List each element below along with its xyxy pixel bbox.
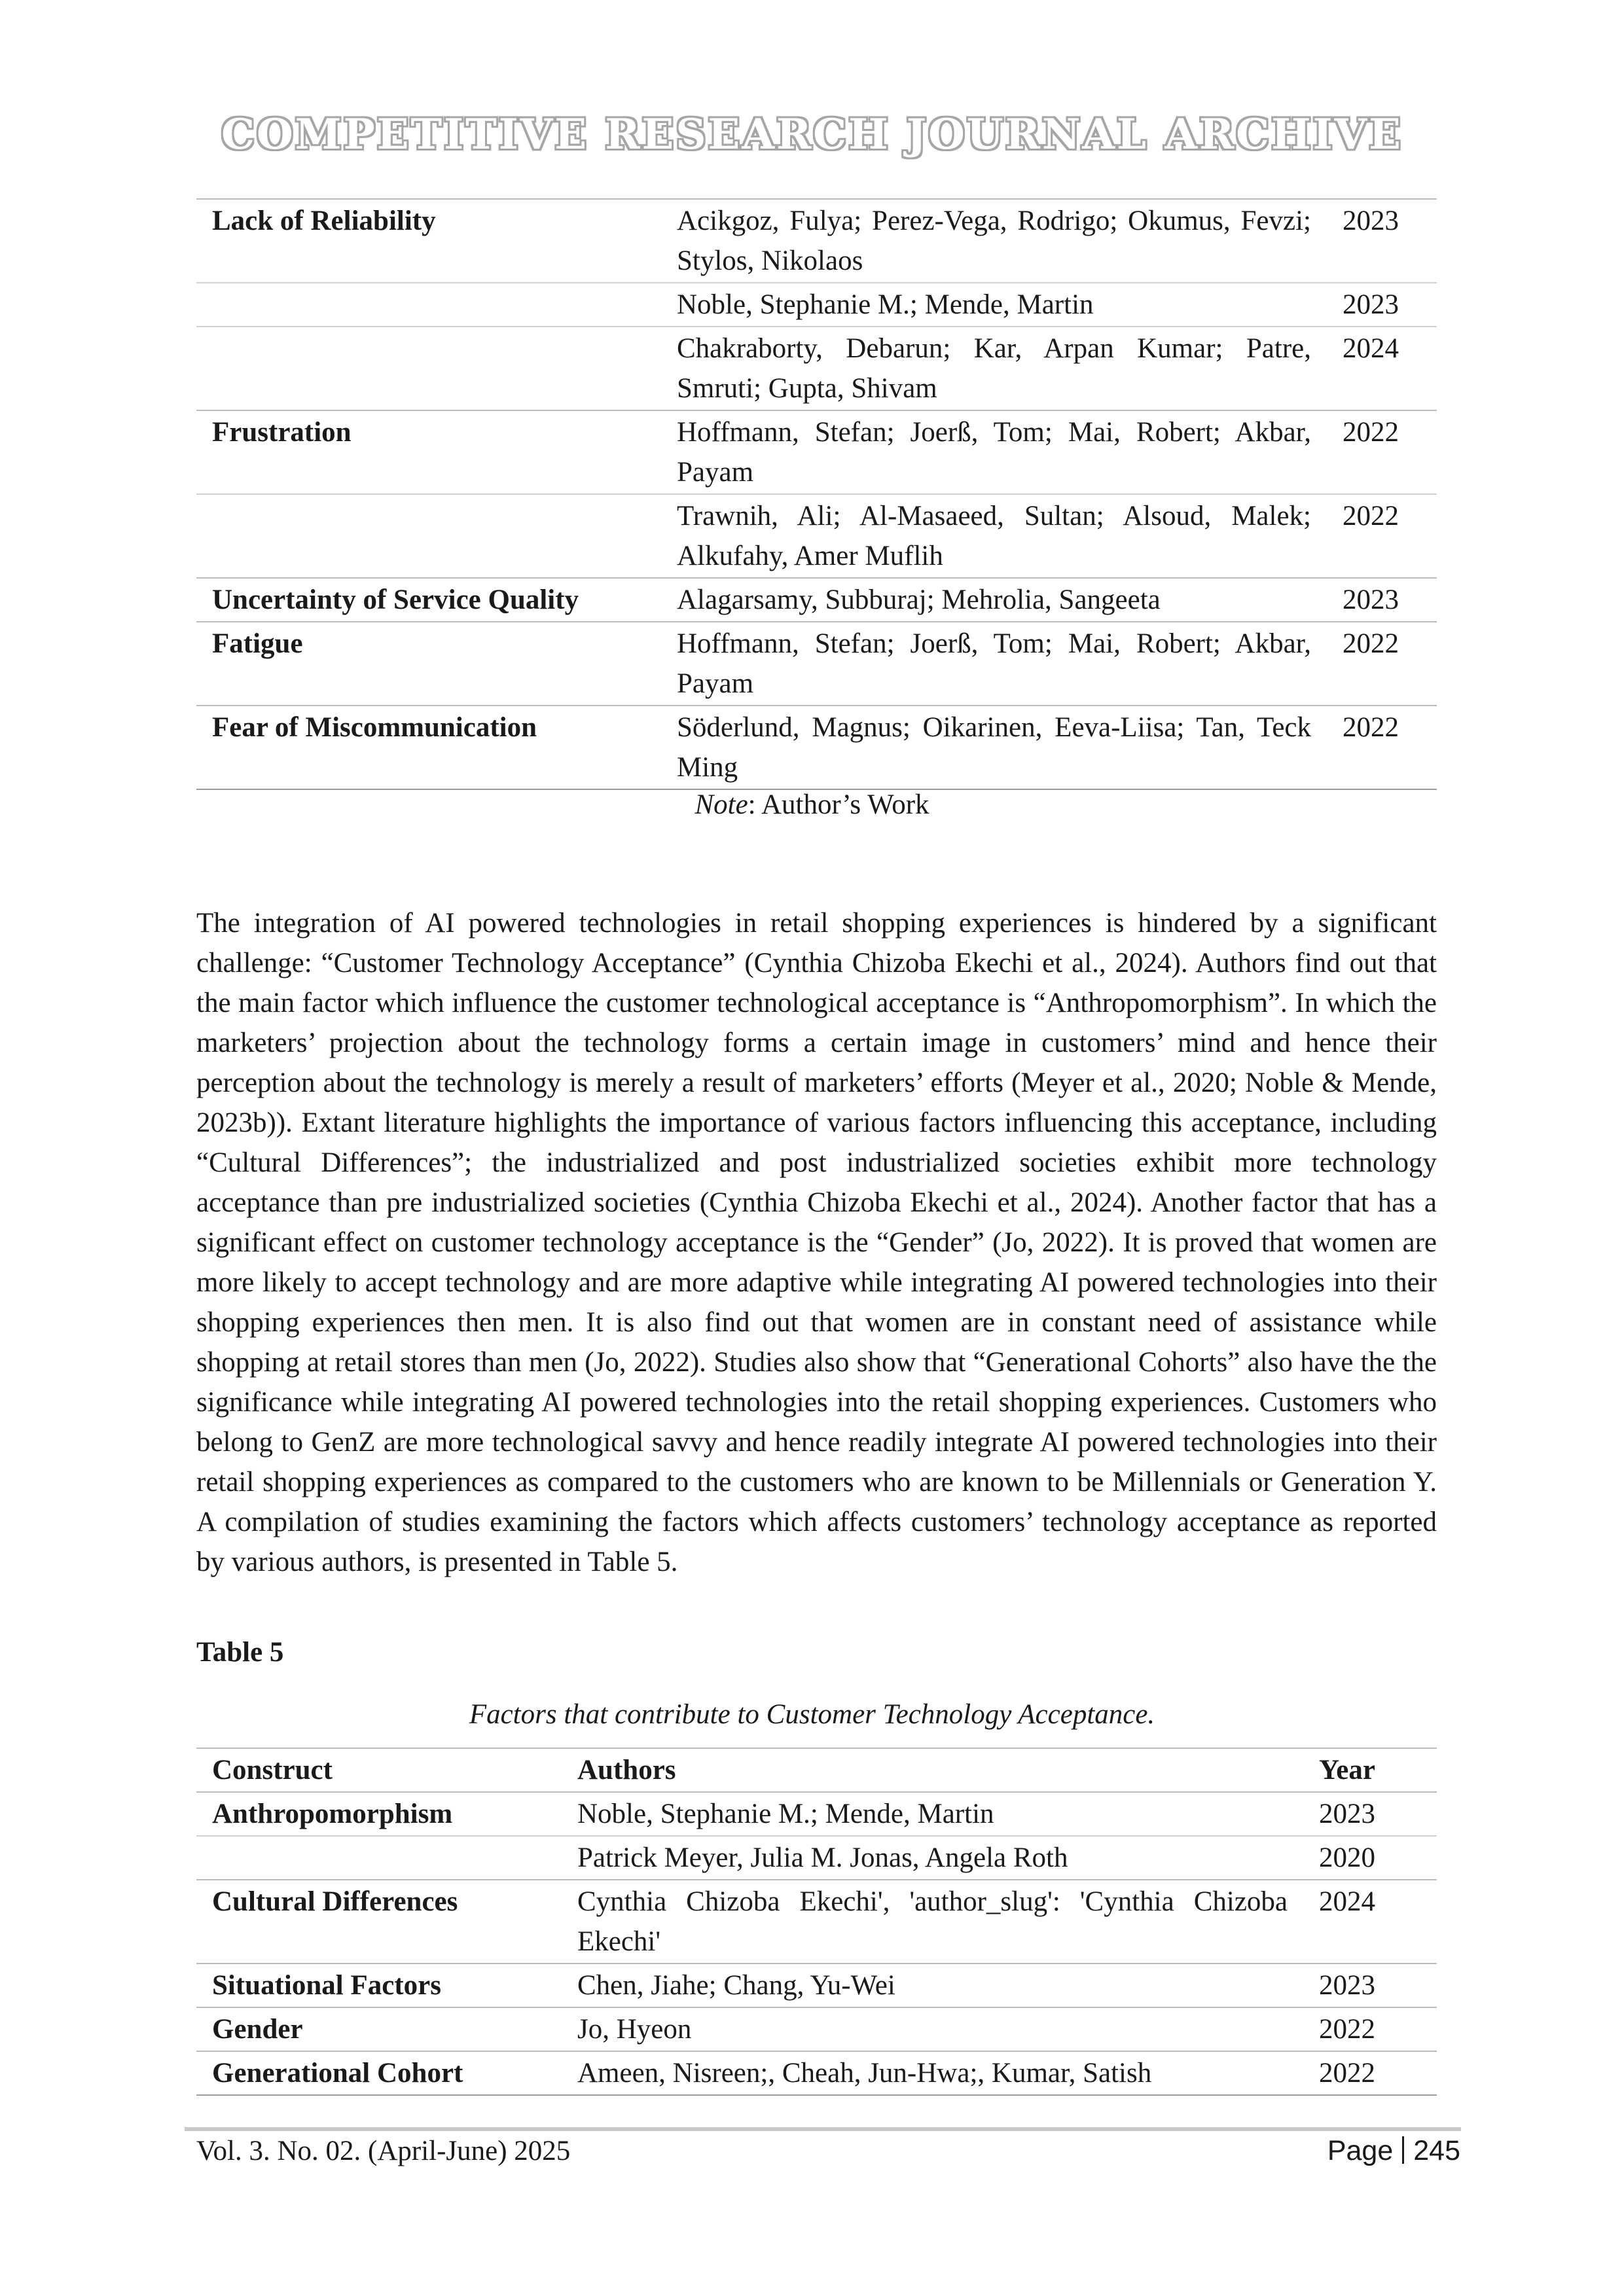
year-cell: 2023 bbox=[1343, 289, 1399, 320]
footer-volume: Vol. 3. No. 02. (April-June) 2025 bbox=[196, 2136, 571, 2166]
year-cell: 2020 bbox=[1319, 1842, 1375, 1873]
construct-cell: Cultural Differences bbox=[212, 1886, 458, 1917]
table-row bbox=[196, 327, 1437, 410]
authors-cell: Söderlund, Magnus; Oikarinen, Eeva-Liisa; Tan, Teck Ming bbox=[677, 712, 1311, 783]
table-row bbox=[196, 622, 1437, 706]
table-header-row bbox=[196, 1748, 1437, 1792]
construct-cell: Frustration bbox=[212, 417, 352, 448]
construct-cell bbox=[196, 327, 661, 410]
table-row bbox=[196, 283, 1437, 327]
column-header-year: Year bbox=[1319, 1755, 1375, 1785]
footer-page bbox=[1327, 2135, 1460, 2167]
year-cell: 2022 bbox=[1343, 501, 1399, 531]
construct-cell: Uncertainty of Service Quality bbox=[212, 584, 579, 615]
authors-cell: Jo, Hyeon bbox=[577, 2014, 692, 2045]
authors-cell: Acikgoz, Fulya; Perez-Vega, Rodrigo; Okumus, Fevzi; Stylos, Nikolaos bbox=[677, 206, 1311, 276]
construct-cell bbox=[196, 494, 661, 578]
page-number: 245 bbox=[1413, 2135, 1460, 2166]
construct-cell: Fear of Miscommunication bbox=[212, 712, 537, 743]
table-row bbox=[196, 410, 1437, 494]
table-row bbox=[196, 578, 1437, 622]
table-row bbox=[196, 1792, 1437, 1836]
column-header-authors: Authors bbox=[577, 1755, 676, 1785]
authors-cell: Chakraborty, Debarun; Kar, Arpan Kumar; Patre, Smruti; Gupta, Shivam bbox=[677, 333, 1311, 404]
table-label: Table 5 bbox=[196, 1637, 284, 1668]
page-label: Page bbox=[1327, 2135, 1394, 2166]
table-4-continued bbox=[196, 198, 1437, 790]
authors-cell: Alagarsamy, Subburaj; Mehrolia, Sangeeta bbox=[677, 584, 1161, 615]
authors-cell: Hoffmann, Stefan; Joerß, Tom; Mai, Robert; Akbar, Payam bbox=[677, 628, 1311, 699]
authors-cell: Noble, Stephanie M.; Mende, Martin bbox=[677, 289, 1094, 320]
table-row bbox=[196, 1880, 1437, 1964]
table-row bbox=[196, 494, 1437, 578]
year-cell: 2022 bbox=[1343, 628, 1399, 659]
authors-cell: Trawnih, Ali; Al-Masaeed, Sultan; Alsoud, Malek; Alkufahy, Amer Muflih bbox=[677, 501, 1311, 571]
authors-cell: Ameen, Nisreen;, Cheah, Jun-Hwa;, Kumar, Satish bbox=[577, 2058, 1152, 2089]
authors-cell: Noble, Stephanie M.; Mende, Martin bbox=[577, 1799, 994, 1829]
table-row bbox=[196, 199, 1437, 283]
page-separator bbox=[1402, 2136, 1404, 2164]
construct-cell: Anthropomorphism bbox=[212, 1799, 453, 1829]
construct-cell: Generational Cohort bbox=[212, 2058, 463, 2089]
column-header-construct: Construct bbox=[212, 1755, 333, 1785]
year-cell: 2024 bbox=[1343, 333, 1399, 364]
year-cell: 2023 bbox=[1343, 206, 1399, 236]
year-cell: 2023 bbox=[1319, 1799, 1375, 1829]
year-cell: 2023 bbox=[1343, 584, 1399, 615]
year-cell: 2022 bbox=[1343, 417, 1399, 448]
construct-cell: Situational Factors bbox=[212, 1970, 441, 2001]
construct-cell bbox=[196, 283, 661, 327]
construct-cell bbox=[196, 1836, 562, 1880]
year-cell: 2023 bbox=[1319, 1970, 1375, 2001]
journal-header: COMPETITIVE RESEARCH JOURNAL ARCHIVE bbox=[221, 110, 1403, 159]
table-note bbox=[0, 789, 1624, 821]
construct-cell: Lack of Reliability bbox=[212, 206, 436, 236]
table-row bbox=[196, 2007, 1437, 2051]
body-paragraph: The integration of AI powered technologies in retail shopping experiences is hindered by a significant challenge: “Customer Technology Acceptance” (Cynthia Chizoba Ekechi et al., 2024). Authors find out that the main factor which influence the customer technological acceptance is “Anthropomorphism”. In which the marketers’ projection about the technology forms a certain image in customers’ mind and hence their perception about the technology is merely a result of marketers’ efforts (Meyer et al., 2020; Noble & Mende, 2023b)). Extant literature highlights the importance of various factors influencing this acceptance, including “Cultural Differences”; the industrialized and post industrialized societies exhibit more technology acceptance than pre industrialized societies (Cynthia Chizoba Ekechi et al., 2024). Another factor that has a significant effect on customer technology acceptance is the “Gender” (Jo, 2022). It is proved that women are more likely to accept technology and are more adaptive while integrating AI powered technologies into their shopping experiences then men. It is also find out that women are in constant need of assistance while shopping at retail stores than men (Jo, 2022). Studies also show that “Generational Cohorts” also have the the significance while integrating AI powered technologies into the retail shopping experiences. Customers who belong to GenZ are more technological savvy and hence readily integrate AI powered technologies into their retail shopping experiences as compared to the customers who are known to be Millennials or Generation Y. A compilation of studies examining the factors which affects customers’ technology acceptance as reported by various authors, is presented in Table 5. bbox=[196, 908, 1437, 1577]
construct-cell: Fatigue bbox=[212, 628, 303, 659]
note-text: : Author’s Work bbox=[748, 789, 929, 820]
year-cell: 2022 bbox=[1319, 2014, 1375, 2045]
year-cell: 2022 bbox=[1319, 2058, 1375, 2089]
authors-cell: Chen, Jiahe; Chang, Yu-Wei bbox=[577, 1970, 895, 2001]
footer-divider bbox=[185, 2127, 1461, 2131]
authors-cell: Cynthia Chizoba Ekechi', 'author_slug': 'Cynthia Chizoba Ekechi' bbox=[577, 1886, 1288, 1957]
table-row bbox=[196, 2051, 1437, 2095]
table-row bbox=[196, 706, 1437, 789]
year-cell: 2022 bbox=[1343, 712, 1399, 743]
table-caption: Factors that contribute to Customer Technology Acceptance. bbox=[469, 1699, 1155, 1730]
construct-cell: Gender bbox=[212, 2014, 303, 2045]
year-cell: 2024 bbox=[1319, 1886, 1375, 1917]
table-5 bbox=[196, 1748, 1437, 2096]
table-row bbox=[196, 1964, 1437, 2007]
authors-cell: Patrick Meyer, Julia M. Jonas, Angela Roth bbox=[577, 1842, 1068, 1873]
authors-cell: Hoffmann, Stefan; Joerß, Tom; Mai, Robert; Akbar, Payam bbox=[677, 417, 1311, 488]
table-row bbox=[196, 1836, 1437, 1880]
note-label: Note bbox=[695, 789, 748, 820]
